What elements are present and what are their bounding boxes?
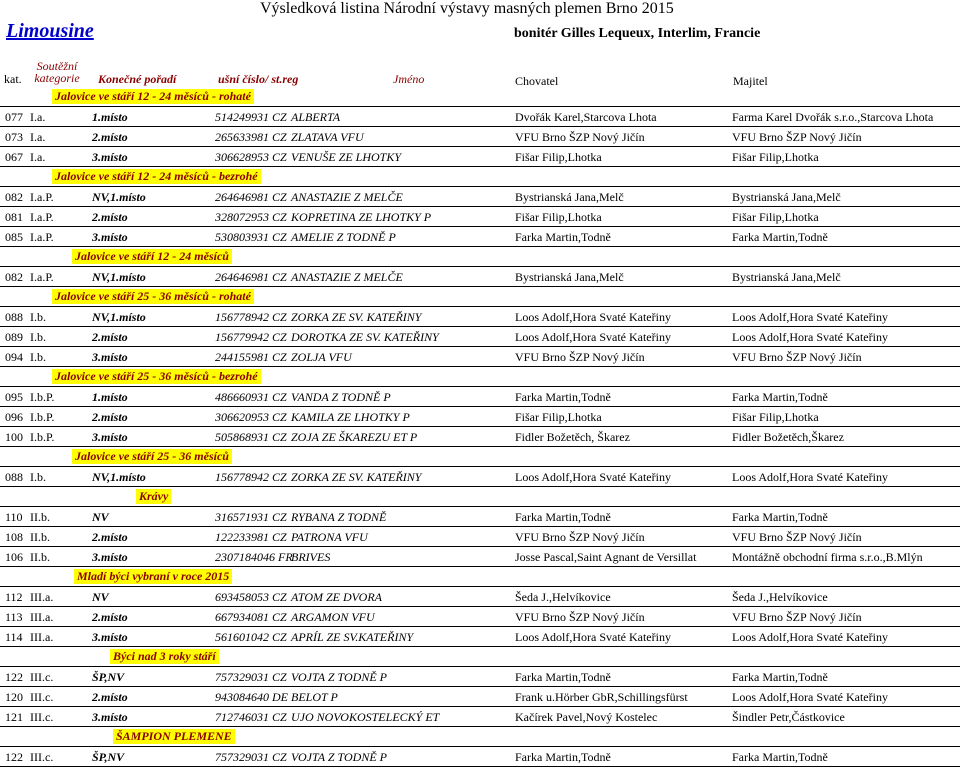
cell-owner: VFU Brno ŠZP Nový Jičín — [515, 530, 645, 544]
cell-name: ZORKA ZE SV. KATEŘINY — [291, 470, 422, 484]
cell-name: UJO NOVOKOSTELECKÝ ET — [291, 710, 440, 724]
cell-owner: Loos Adolf,Hora Svaté Kateřiny — [515, 630, 671, 644]
cell-kat: 088 — [5, 470, 23, 484]
cell-place: 2.místo — [92, 210, 128, 224]
table-row — [0, 427, 960, 447]
cell-name: AMELIE Z TODNĚ P — [291, 230, 396, 244]
cell-category: I.b. — [30, 470, 46, 484]
cell-kat: 120 — [5, 690, 23, 704]
cell-owner: Šeda J.,Helvíkovice — [515, 590, 611, 604]
section-label: Jalovice ve stáří 12 - 24 měsíců - rohaté — [52, 89, 254, 104]
cell-ear-number: 514249931 CZ — [215, 110, 287, 124]
table-row — [0, 107, 960, 127]
table-row — [0, 507, 960, 527]
cell-kat: 110 — [5, 510, 23, 524]
cell-kat: 096 — [5, 410, 23, 424]
cell-category: III.c. — [30, 710, 54, 724]
cell-kat: 112 — [5, 590, 23, 604]
cell-owner: Loos Adolf,Hora Svaté Kateřiny — [515, 330, 671, 344]
cell-ear-number: 156779942 CZ — [215, 330, 287, 344]
section-heading — [0, 727, 960, 747]
cell-owner: Farka Martin,Todně — [515, 390, 611, 404]
cell-keeper: VFU Brno ŠZP Nový Jičín — [732, 610, 862, 624]
cell-ear-number: 122233981 CZ — [215, 530, 287, 544]
cell-keeper: Fišar Filip,Lhotka — [732, 410, 819, 424]
cell-kat: 113 — [5, 610, 23, 624]
cell-ear-number: 530803931 CZ — [215, 230, 287, 244]
cell-owner: Josse Pascal,Saint Agnant de Versillat — [515, 550, 697, 564]
cell-ear-number: 244155981 CZ — [215, 350, 287, 364]
section-label: Jalovice ve stáří 12 - 24 měsíců - bezrohé — [52, 169, 261, 184]
cell-ear-number: 316571931 CZ — [215, 510, 287, 524]
section-heading — [0, 87, 960, 107]
cell-kat: 094 — [5, 350, 23, 364]
table-row — [0, 627, 960, 647]
cell-category: III.c. — [30, 670, 54, 684]
cell-kat: 073 — [5, 130, 23, 144]
cell-owner: Bystrianská Jana,Melč — [515, 190, 624, 204]
cell-category: I.b. — [30, 350, 46, 364]
cell-owner: VFU Brno ŠZP Nový Jičín — [515, 610, 645, 624]
section-label: Býci nad 3 roky stáří — [110, 649, 219, 664]
cell-keeper: Loos Adolf,Hora Svaté Kateřiny — [732, 690, 888, 704]
header-owner: Chovatel — [515, 74, 559, 88]
cell-category: I.a. — [30, 110, 46, 124]
table-row — [0, 607, 960, 627]
table-row — [0, 227, 960, 247]
cell-place: 3.místo — [92, 350, 128, 364]
table-row — [0, 467, 960, 487]
cell-keeper: Montážně obchodní firma s.r.o.,B.Mlýn — [732, 550, 923, 564]
cell-place: NV,1.místo — [92, 470, 146, 484]
cell-owner: Fišar Filip,Lhotka — [515, 210, 602, 224]
cell-name: RYBANA Z TODNĚ — [291, 510, 387, 524]
cell-category: I.b.P. — [30, 430, 55, 444]
cell-keeper: Farka Martin,Todně — [732, 670, 828, 684]
table-row — [0, 267, 960, 287]
cell-ear-number: 561601042 CZ — [215, 630, 287, 644]
cell-owner: Dvořák Karel,Starcova Lhota — [515, 110, 657, 124]
cell-kat: 082 — [5, 190, 23, 204]
section-heading — [0, 247, 960, 267]
cell-category: I.a. — [30, 130, 46, 144]
table-row — [0, 547, 960, 567]
cell-keeper: Farka Martin,Todně — [732, 230, 828, 244]
cell-owner: Farka Martin,Todně — [515, 670, 611, 684]
cell-place: 3.místo — [92, 550, 128, 564]
cell-ear-number: 264646981 CZ — [215, 190, 287, 204]
header-kat: kat. — [4, 72, 22, 86]
cell-category: II.b. — [30, 530, 50, 544]
cell-kat: 121 — [5, 710, 23, 724]
cell-kat: 122 — [5, 750, 23, 764]
cell-place: NV,1.místo — [92, 190, 146, 204]
header-ear-number: ušní číslo/ st.reg — [218, 72, 299, 86]
cell-place: ŠP,NV — [92, 750, 125, 764]
section-label: Jalovice ve stáří 25 - 36 měsíců — [72, 449, 232, 464]
cell-keeper: VFU Brno ŠZP Nový Jičín — [732, 530, 862, 544]
table-row — [0, 387, 960, 407]
cell-name: APRÍL ZE SV.KATEŘINY — [291, 630, 414, 644]
cell-ear-number: 2307184046 FR — [215, 550, 293, 564]
section-label: Mladí býci vybraní v roce 2015 — [74, 569, 232, 584]
cell-owner: Loos Adolf,Hora Svaté Kateřiny — [515, 310, 671, 324]
cell-place: 3.místo — [92, 630, 128, 644]
cell-place: 1.místo — [92, 390, 128, 404]
cell-ear-number: 943084640 DE — [215, 690, 288, 704]
cell-owner: Fidler Božetěch, Škarez — [515, 430, 630, 444]
cell-place: ŠP,NV — [92, 670, 125, 684]
section-label: Jalovice ve stáří 12 - 24 měsíců — [72, 249, 232, 264]
table-row — [0, 127, 960, 147]
header-place: Konečné pořadí — [98, 72, 177, 86]
cell-ear-number: 486660931 CZ — [215, 390, 287, 404]
cell-name: ZORKA ZE SV. KATEŘINY — [291, 310, 422, 324]
table-row — [0, 347, 960, 367]
cell-name: PATRONA VFU — [291, 530, 368, 544]
section-label: Jalovice ve stáří 25 - 36 měsíců - bezrohé — [52, 369, 261, 384]
section-heading — [0, 367, 960, 387]
cell-kat: 122 — [5, 670, 23, 684]
breed-name: Limousine — [6, 20, 94, 42]
table-row — [0, 147, 960, 167]
cell-category: I.b.P. — [30, 410, 55, 424]
cell-name: KAMILA ZE LHOTKY P — [291, 410, 410, 424]
cell-keeper: Farka Martin,Todně — [732, 510, 828, 524]
cell-name: ANASTAZIE Z MELČE — [291, 270, 403, 284]
cell-name: KOPRETINA ZE LHOTKY P — [291, 210, 432, 224]
cell-ear-number: 306620953 CZ — [215, 410, 287, 424]
cell-place: NV — [92, 590, 109, 604]
cell-keeper: Loos Adolf,Hora Svaté Kateřiny — [732, 470, 888, 484]
section-heading — [0, 647, 960, 667]
cell-name: BELOT P — [291, 690, 338, 704]
cell-category: I.b. — [30, 330, 46, 344]
cell-kat: 081 — [5, 210, 23, 224]
cell-kat: 085 — [5, 230, 23, 244]
table-row — [0, 707, 960, 727]
cell-ear-number: 306628953 CZ — [215, 150, 287, 164]
cell-ear-number: 156778942 CZ — [215, 310, 287, 324]
cell-place: 2.místo — [92, 410, 128, 424]
table-row — [0, 327, 960, 347]
section-label: ŠAMPION PLEMENE — [113, 729, 235, 744]
cell-place: 2.místo — [92, 610, 128, 624]
cell-category: III.c. — [30, 690, 54, 704]
cell-kat: 089 — [5, 330, 23, 344]
cell-ear-number: 757329031 CZ — [215, 750, 287, 764]
section-heading — [0, 487, 960, 507]
table-row — [0, 687, 960, 707]
header-category: Soutěžní kategorie — [34, 59, 80, 85]
cell-name: ARGAMON VFU — [291, 610, 375, 624]
cell-keeper: Farma Karel Dvořák s.r.o.,Starcova Lhota — [732, 110, 934, 124]
cell-keeper: Farka Martin,Todně — [732, 750, 828, 764]
cell-place: 2.místo — [92, 690, 128, 704]
cell-category: I.a. — [30, 150, 46, 164]
cell-kat: 095 — [5, 390, 23, 404]
section-heading — [0, 447, 960, 467]
table-row — [0, 667, 960, 687]
cell-kat: 100 — [5, 430, 23, 444]
cell-name: ALBERTA — [291, 110, 341, 124]
cell-place: 1.místo — [92, 110, 128, 124]
cell-keeper: Loos Adolf,Hora Svaté Kateřiny — [732, 310, 888, 324]
cell-place: 2.místo — [92, 530, 128, 544]
cell-owner: Frank u.Hörber GbR,Schillingsfürst — [515, 690, 688, 704]
cell-name: ZOLJA VFU — [291, 350, 352, 364]
cell-owner: Farka Martin,Todně — [515, 750, 611, 764]
section-heading — [0, 567, 960, 587]
cell-category: II.b. — [30, 510, 50, 524]
cell-place: 3.místo — [92, 150, 128, 164]
cell-category: II.b. — [30, 550, 50, 564]
cell-name: BRIVES — [291, 550, 331, 564]
cell-category: I.a.P. — [30, 270, 54, 284]
cell-keeper: Fidler Božetěch,Škarez — [732, 430, 844, 444]
cell-owner: Fišar Filip,Lhotka — [515, 410, 602, 424]
cell-owner: Fišar Filip,Lhotka — [515, 150, 602, 164]
cell-ear-number: 757329031 CZ — [215, 670, 287, 684]
section-label: Krávy — [136, 489, 171, 504]
cell-ear-number: 264646981 CZ — [215, 270, 287, 284]
header-name: Jméno — [393, 72, 425, 86]
cell-place: NV,1.místo — [92, 270, 146, 284]
cell-category: I.a.P. — [30, 190, 54, 204]
cell-ear-number: 693458053 CZ — [215, 590, 287, 604]
cell-category: I.a.P. — [30, 210, 54, 224]
document-title: Výsledková listina Národní výstavy masných plemen Brno 2015 — [260, 0, 674, 17]
cell-name: VOJTA Z TODNĚ P — [291, 670, 387, 684]
cell-keeper: Bystrianská Jana,Melč — [732, 190, 841, 204]
cell-keeper: Loos Adolf,Hora Svaté Kateřiny — [732, 630, 888, 644]
cell-place: 3.místo — [92, 430, 128, 444]
cell-ear-number: 712746031 CZ — [215, 710, 287, 724]
cell-category: I.b. — [30, 310, 46, 324]
cell-keeper: Šindler Petr,Částkovice — [732, 710, 845, 724]
cell-keeper: Loos Adolf,Hora Svaté Kateřiny — [732, 330, 888, 344]
table-row — [0, 307, 960, 327]
cell-name: VENUŠE ZE LHOTKY — [291, 150, 402, 164]
cell-ear-number: 667934081 CZ — [215, 610, 287, 624]
cell-ear-number: 265633981 CZ — [215, 130, 287, 144]
table-row — [0, 207, 960, 227]
cell-name: VANDA Z TODNĚ P — [291, 390, 391, 404]
cell-keeper: VFU Brno ŠZP Nový Jičín — [732, 130, 862, 144]
cell-place: NV,1.místo — [92, 310, 146, 324]
cell-keeper: Šeda J.,Helvíkovice — [732, 590, 828, 604]
cell-name: ANASTAZIE Z MELČE — [291, 190, 403, 204]
cell-kat: 114 — [5, 630, 23, 644]
cell-name: ATOM ZE DVORA — [291, 590, 382, 604]
cell-kat: 067 — [5, 150, 23, 164]
cell-owner: Farka Martin,Todně — [515, 230, 611, 244]
cell-keeper: Fišar Filip,Lhotka — [732, 150, 819, 164]
table-row — [0, 187, 960, 207]
cell-owner: Loos Adolf,Hora Svaté Kateřiny — [515, 470, 671, 484]
cell-keeper: Farka Martin,Todně — [732, 390, 828, 404]
section-heading — [0, 167, 960, 187]
table-row — [0, 527, 960, 547]
cell-ear-number: 505868931 CZ — [215, 430, 287, 444]
cell-name: ZLATAVA VFU — [291, 130, 364, 144]
cell-keeper: VFU Brno ŠZP Nový Jičín — [732, 350, 862, 364]
cell-place: 2.místo — [92, 330, 128, 344]
cell-keeper: Bystrianská Jana,Melč — [732, 270, 841, 284]
cell-kat: 077 — [5, 110, 23, 124]
table-row — [0, 747, 960, 767]
section-label: Jalovice ve stáří 25 - 36 měsíců - rohaté — [52, 289, 254, 304]
cell-category: III.a. — [30, 630, 54, 644]
cell-place: 2.místo — [92, 130, 128, 144]
cell-ear-number: 156778942 CZ — [215, 470, 287, 484]
cell-owner: Kačírek Pavel,Nový Kostelec — [515, 710, 658, 724]
table-row — [0, 407, 960, 427]
judge-info: bonitér Gilles Lequeux, Interlim, Francie — [514, 26, 761, 41]
cell-category: III.a. — [30, 590, 54, 604]
cell-category: III.c. — [30, 750, 54, 764]
cell-ear-number: 328072953 CZ — [215, 210, 287, 224]
cell-category: III.a. — [30, 610, 54, 624]
cell-owner: VFU Brno ŠZP Nový Jičín — [515, 130, 645, 144]
cell-kat: 106 — [5, 550, 23, 564]
table-row — [0, 587, 960, 607]
cell-owner: VFU Brno ŠZP Nový Jičín — [515, 350, 645, 364]
cell-owner: Farka Martin,Todně — [515, 510, 611, 524]
cell-keeper: Fišar Filip,Lhotka — [732, 210, 819, 224]
cell-kat: 108 — [5, 530, 23, 544]
cell-name: VOJTA Z TODNĚ P — [291, 750, 387, 764]
cell-place: 3.místo — [92, 710, 128, 724]
cell-kat: 088 — [5, 310, 23, 324]
cell-owner: Bystrianská Jana,Melč — [515, 270, 624, 284]
cell-name: ZOJA ZE ŠKAREZU ET P — [291, 430, 418, 444]
results-table — [0, 87, 960, 767]
cell-place: 3.místo — [92, 230, 128, 244]
cell-place: NV — [92, 510, 109, 524]
cell-category: I.a.P. — [30, 230, 54, 244]
cell-kat: 082 — [5, 270, 23, 284]
cell-name: DOROTKA ZE SV. KATEŘINY — [291, 330, 439, 344]
header-keeper: Majitel — [733, 74, 768, 88]
cell-category: I.b.P. — [30, 390, 55, 404]
section-heading — [0, 287, 960, 307]
